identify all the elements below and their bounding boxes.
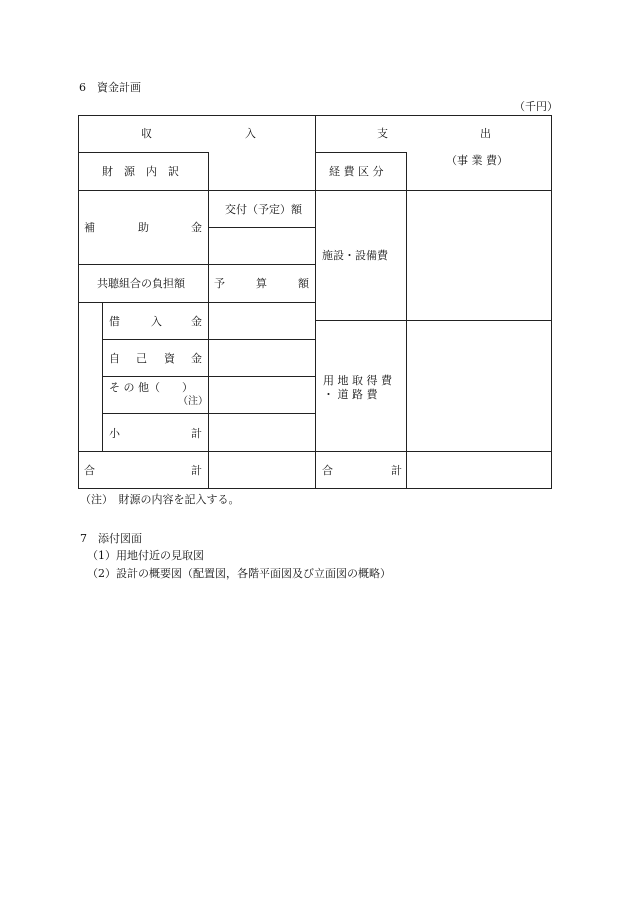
subsidy-char-1: 補 [84,221,95,234]
other-note: （注） [178,396,208,407]
budget-char-1: 予 [214,277,225,290]
source-breakdown-label: 財 源 内 訳 [102,165,179,178]
total-right-char-2: 計 [391,464,402,477]
subsidy-char-2: 助 [138,221,149,234]
own-funds-char-4: 金 [191,352,202,365]
unit-label: （千円） [514,100,558,113]
facility-cost-label: 施設・設備費 [322,249,388,262]
land-cost-line2: ・ 道 路 費 [323,388,378,401]
project-cost-label: （事 業 費） [446,154,508,167]
total-left-char-2: 計 [191,464,202,477]
land-cost-line1: 用 地 取 得 費 [323,374,392,387]
table-note: （注） 財源の内容を記入する。 [80,493,240,506]
expense-header-left: 支 [377,127,388,140]
total-left-char-1: 合 [84,464,95,477]
own-funds-char-3: 資 [164,352,175,365]
own-funds-char-2: 己 [136,352,147,365]
attachment-item-1: （1）用地付近の見取図 [87,549,204,562]
section7-title: 7 添付図面 [80,532,142,545]
own-funds-char-1: 自 [109,352,120,365]
subtotal-char-2: 計 [191,427,202,440]
income-header-left: 収 [141,127,152,140]
subtotal-char-1: 小 [109,427,120,440]
total-right-char-1: 合 [322,464,333,477]
loan-char-3: 金 [191,315,202,328]
other-label: そ の 他（ ） [109,381,193,394]
expense-category-label: 経 費 区 分 [329,165,384,178]
section-title: 6 資金計画 [79,81,141,94]
income-header-right: 入 [245,127,256,140]
subsidy-char-3: 金 [191,221,202,234]
cooperative-share-label: 共聴組合の負担額 [97,277,185,290]
budget-char-2: 算 [256,277,267,290]
grant-planned-label: 交付（予定）額 [225,203,302,216]
expense-header-right: 出 [480,127,491,140]
loan-char-2: 入 [151,315,162,328]
budget-char-3: 額 [298,277,309,290]
loan-char-1: 借 [109,315,120,328]
attachment-item-2: （2）設計の概要図（配置図，各階平面図及び立面図の概略） [87,567,391,580]
